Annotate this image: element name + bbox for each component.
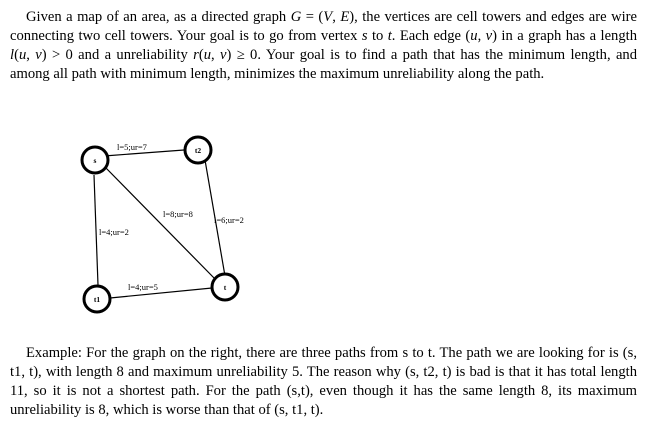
math-v: v bbox=[485, 28, 493, 44]
math-u: u bbox=[470, 28, 478, 44]
edge-label-s-t1: l=4;ur=2 bbox=[99, 227, 129, 237]
edge-label-t2-t: l=6;ur=2 bbox=[214, 215, 244, 225]
math-s: s bbox=[361, 28, 368, 44]
node-t2 bbox=[185, 137, 211, 163]
math-v: v bbox=[35, 47, 42, 63]
node-label-t2: t2 bbox=[194, 146, 202, 155]
math-V: V bbox=[323, 9, 333, 25]
node-s bbox=[82, 147, 108, 173]
example-paragraph: Example: For the graph on the right, there are three paths from s to t. The path we are looking for is (s, t1, t), with length 8 and maximum unreliability 5. The reason why (s, t2, t) is bad is that it has total length 11, so it is not a shortest path. For the path (s,t), even though it has the same length 8, its maximum unreliability is 8, which is worse than that of (s, t1, t). bbox=[10, 345, 637, 418]
edge-label-s-t2: l=5;ur=7 bbox=[117, 142, 147, 152]
math-l: l bbox=[10, 47, 15, 63]
edge-t1-t bbox=[110, 288, 212, 298]
math-u: u bbox=[18, 47, 27, 63]
edge-s-t1 bbox=[94, 175, 98, 285]
node-label-t1: t1 bbox=[93, 295, 101, 304]
math-u: u bbox=[203, 47, 211, 63]
math-E: E bbox=[340, 9, 350, 25]
node-label-t: t bbox=[223, 283, 227, 292]
problem-statement: Given a map of an area, as a directed graph G = (V, E), the vertices are cell towers and edges are wire connecting two cell towers. Your goal is to go from vertex s to t. Each edge (u, v) in a graph has a length l(u, v) > 0 and a unreliability r(u, v) ≥ 0. Your goal is to find a path that has the minimum length, and among all path with minimum length, minimizes the maximum unreliability along the path. bbox=[10, 9, 638, 82]
node-label-s: s bbox=[93, 156, 97, 165]
edge-label-s-t: l=8;ur=8 bbox=[163, 209, 193, 219]
math-G: G bbox=[290, 9, 302, 25]
math-v: v bbox=[220, 47, 227, 63]
node-t1 bbox=[84, 286, 110, 312]
edge-s-t bbox=[105, 167, 216, 280]
node-t bbox=[212, 274, 238, 300]
math-r: r bbox=[193, 47, 199, 63]
edge-label-t1-t: l=4;ur=5 bbox=[128, 282, 158, 292]
math-t: t bbox=[387, 28, 392, 44]
